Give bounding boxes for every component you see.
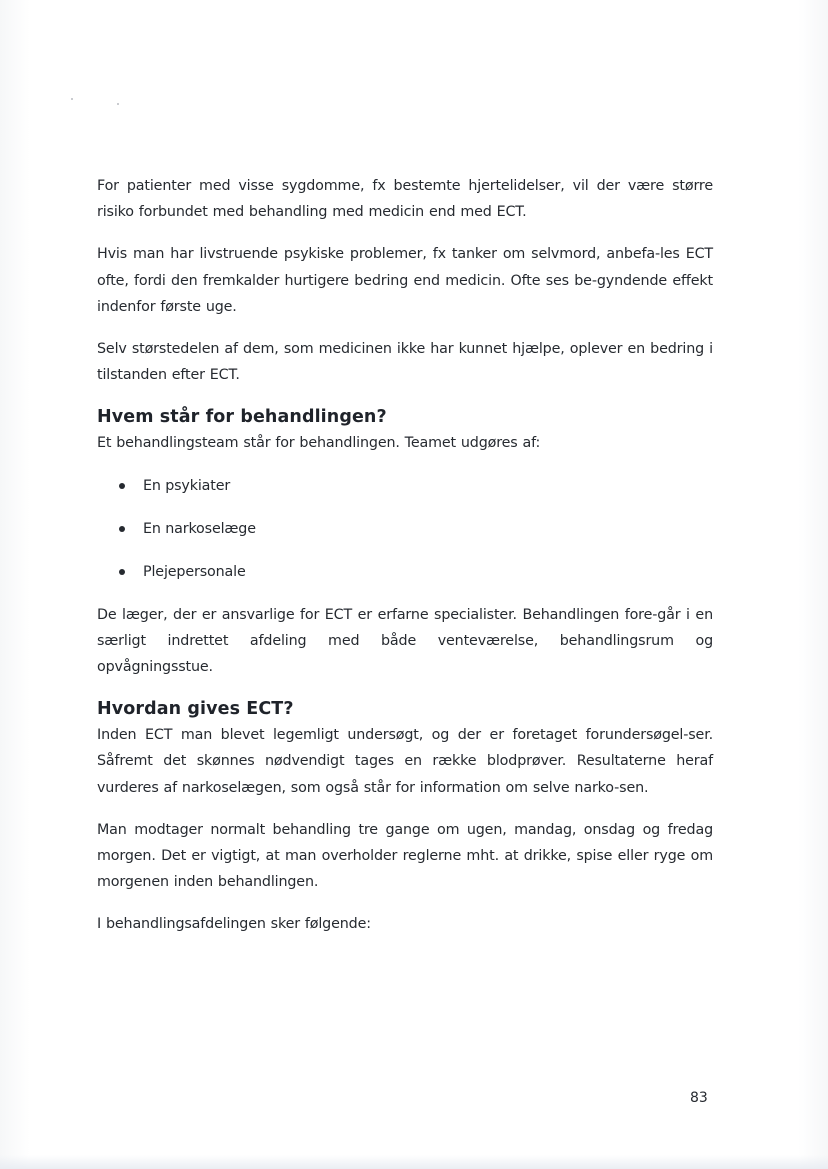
list-item xyxy=(97,516,713,542)
heading-how-given: Hvordan gives ECT? xyxy=(97,699,294,720)
paragraph-life-threatening: Hvis man har livstruende psykiske problemer, fx tanker om selvmord, anbefa-les ECT ofte, fordi den fremkalder hurtigere bedring end medicin. Ofte ses be-gyndende effekt indenfor første uge. xyxy=(97,246,713,315)
list-item-label: Plejepersonale xyxy=(143,563,246,580)
paragraph-patient-risk: For patienter med visse sygdomme, fx bestemte hjertelidelser, vil der være større risiko forbundet med behandling med medicin end med ECT. xyxy=(97,178,713,221)
page-body xyxy=(97,173,713,954)
scan-edge-shadow xyxy=(0,1155,828,1169)
paragraph-specialists: De læger, der er ansvarlige for ECT er erfarne specialister. Behandlingen fore-går i en særligt indrettet afdeling med både venteværelse, behandlingsrum og opvågningsstue. xyxy=(97,606,713,676)
scan-speck xyxy=(71,98,73,100)
bullet-icon xyxy=(119,569,125,575)
team-list xyxy=(97,473,713,585)
paragraph-improvement: Selv størstedelen af dem, som medicinen ikke har kunnet hjælpe, oplever en bedring i tilstanden efter ECT. xyxy=(97,341,713,384)
paragraph-ward-steps: I behandlingsafdelingen sker følgende: xyxy=(97,916,371,933)
bullet-icon xyxy=(119,526,125,532)
list-item xyxy=(97,559,713,585)
paragraph-schedule: Man modtager normalt behandling tre gange om ugen, mandag, onsdag og fredag morgen. Det er vigtigt, at man overholder reglerne mht. at drikke, spise eller ryge om morgenen inden behandlingen. xyxy=(97,821,713,891)
page-number: 83 xyxy=(690,1090,708,1106)
paragraph-team-intro: Et behandlingsteam står for behandlingen. Teamet udgøres af: xyxy=(97,435,541,452)
scan-speck xyxy=(117,103,119,105)
paragraph-examination: Inden ECT man blevet legemligt undersøgt, og der er foretaget forundersøgel-ser. Såfremt det skønnes nødvendigt tages en række blodprøver. Resultaterne heraf vurderes af narkoselægen, som også står for information om selve narko-sen. xyxy=(97,727,713,796)
list-item-label: En narkoselæge xyxy=(143,520,256,537)
list-item xyxy=(97,473,713,499)
heading-who-treats: Hvem står for behandlingen? xyxy=(97,407,387,428)
bullet-icon xyxy=(119,483,125,489)
list-item-label: En psykiater xyxy=(143,477,231,494)
